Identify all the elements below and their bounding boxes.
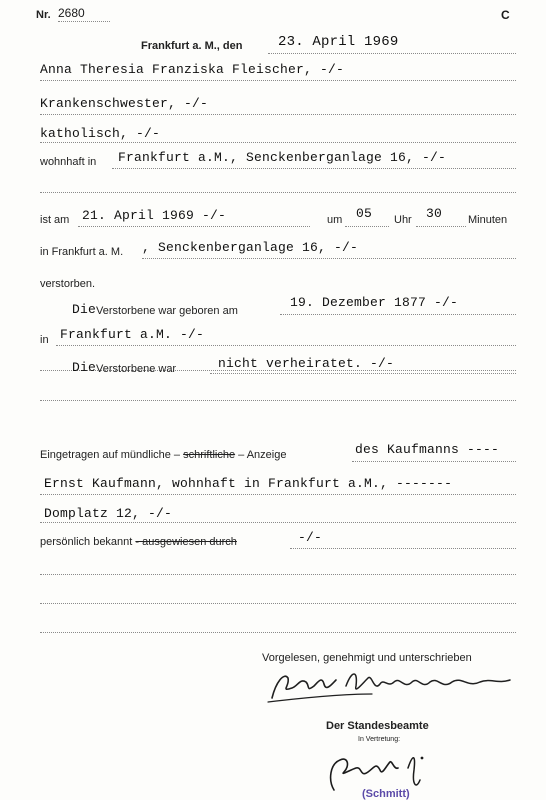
marital-label: Verstorbene war bbox=[96, 363, 177, 375]
um-label: um bbox=[327, 214, 343, 226]
religion: katholisch, -/- bbox=[40, 126, 161, 141]
blank-dotline-3 bbox=[40, 400, 516, 401]
registration-label-end: – Anzeige bbox=[238, 449, 287, 461]
uhr-label: Uhr bbox=[394, 214, 412, 226]
identity-struck-text: - ausgewiesen durch bbox=[135, 536, 237, 548]
informant-dotline-3 bbox=[40, 522, 516, 523]
registrar-subtitle: In Vertretung: bbox=[358, 736, 401, 743]
registrar-title: Der Standesbeamte bbox=[326, 720, 429, 732]
identity-dotline bbox=[290, 548, 516, 549]
blank-dotline-1 bbox=[40, 192, 516, 193]
residence-dotline bbox=[112, 168, 516, 169]
death-place-dotline bbox=[142, 258, 516, 259]
informant-dotline-2 bbox=[40, 494, 516, 495]
name-dotline bbox=[40, 80, 516, 81]
place-date-label: Frankfurt a. M., den bbox=[141, 40, 243, 52]
read-approved-label: Vorgelesen, genehmigt und unterschrieben bbox=[262, 652, 472, 664]
occupation: Krankenschwester, -/- bbox=[40, 96, 209, 111]
hour-dotline bbox=[345, 226, 389, 227]
death-minute: 30 bbox=[426, 206, 443, 221]
date-dotline bbox=[268, 53, 516, 54]
death-place-label: in Frankfurt a. M. bbox=[40, 246, 124, 258]
registration-struck-text: schriftliche bbox=[183, 449, 236, 461]
death-date: 21. April 1969 -/- bbox=[82, 208, 227, 223]
minute-dotline bbox=[416, 226, 466, 227]
registration-label bbox=[40, 449, 286, 461]
number-dotline bbox=[58, 21, 110, 22]
birth-die: Die bbox=[72, 302, 97, 317]
informant-line-2: Ernst Kaufmann, wohnhaft in Frankfurt a.M., ------- bbox=[44, 476, 453, 491]
verstorben-label: verstorben. bbox=[40, 278, 96, 290]
blank-dotline-4 bbox=[40, 574, 516, 575]
informant-signature bbox=[262, 664, 522, 704]
death-date-dotline bbox=[78, 226, 310, 227]
register-number: 2680 bbox=[58, 6, 85, 20]
birth-date-dotline bbox=[280, 314, 516, 315]
residence-value: Frankfurt a.M., Senckenberganlage 16, -/- bbox=[118, 150, 447, 165]
document-date: 23. April 1969 bbox=[278, 34, 399, 50]
registrar-name-stamp: (Schmitt) bbox=[362, 788, 410, 800]
death-place: , Senckenberganlage 16, -/- bbox=[142, 240, 359, 255]
death-hour: 05 bbox=[356, 206, 373, 221]
identity-known-label: persönlich bekannt bbox=[40, 536, 133, 548]
religion-dotline bbox=[40, 142, 516, 143]
birth-in-label: in bbox=[40, 334, 49, 346]
number-label: Nr. bbox=[36, 9, 51, 21]
residence-label: wohnhaft in bbox=[40, 156, 97, 168]
deceased-name: Anna Theresia Franziska Fleischer, -/- bbox=[40, 62, 345, 77]
informant-line-3: Domplatz 12, -/- bbox=[44, 506, 173, 521]
occupation-dotline bbox=[40, 114, 516, 115]
corner-letter: C bbox=[501, 8, 510, 22]
registration-label-start: Eingetragen auf mündliche – bbox=[40, 449, 181, 461]
blank-dotline-6 bbox=[40, 632, 516, 633]
birth-label: Verstorbene war geboren am bbox=[96, 305, 238, 317]
informant-line-1: des Kaufmanns ---- bbox=[355, 442, 500, 457]
informant-dotline-1 bbox=[352, 461, 516, 462]
birth-place-dotline bbox=[56, 345, 516, 346]
identity-label bbox=[40, 536, 237, 548]
blank-dotline-5 bbox=[40, 603, 516, 604]
marital-status: nicht verheiratet. -/- bbox=[218, 356, 395, 371]
marital-die: Die bbox=[72, 360, 97, 375]
death-date-label: ist am bbox=[40, 214, 70, 226]
birth-place: Frankfurt a.M. -/- bbox=[60, 327, 205, 342]
birth-date: 19. Dezember 1877 -/- bbox=[290, 295, 459, 310]
minuten-label: Minuten bbox=[468, 214, 508, 226]
identity-value: -/- bbox=[298, 530, 323, 545]
marital-dotline bbox=[210, 373, 516, 374]
